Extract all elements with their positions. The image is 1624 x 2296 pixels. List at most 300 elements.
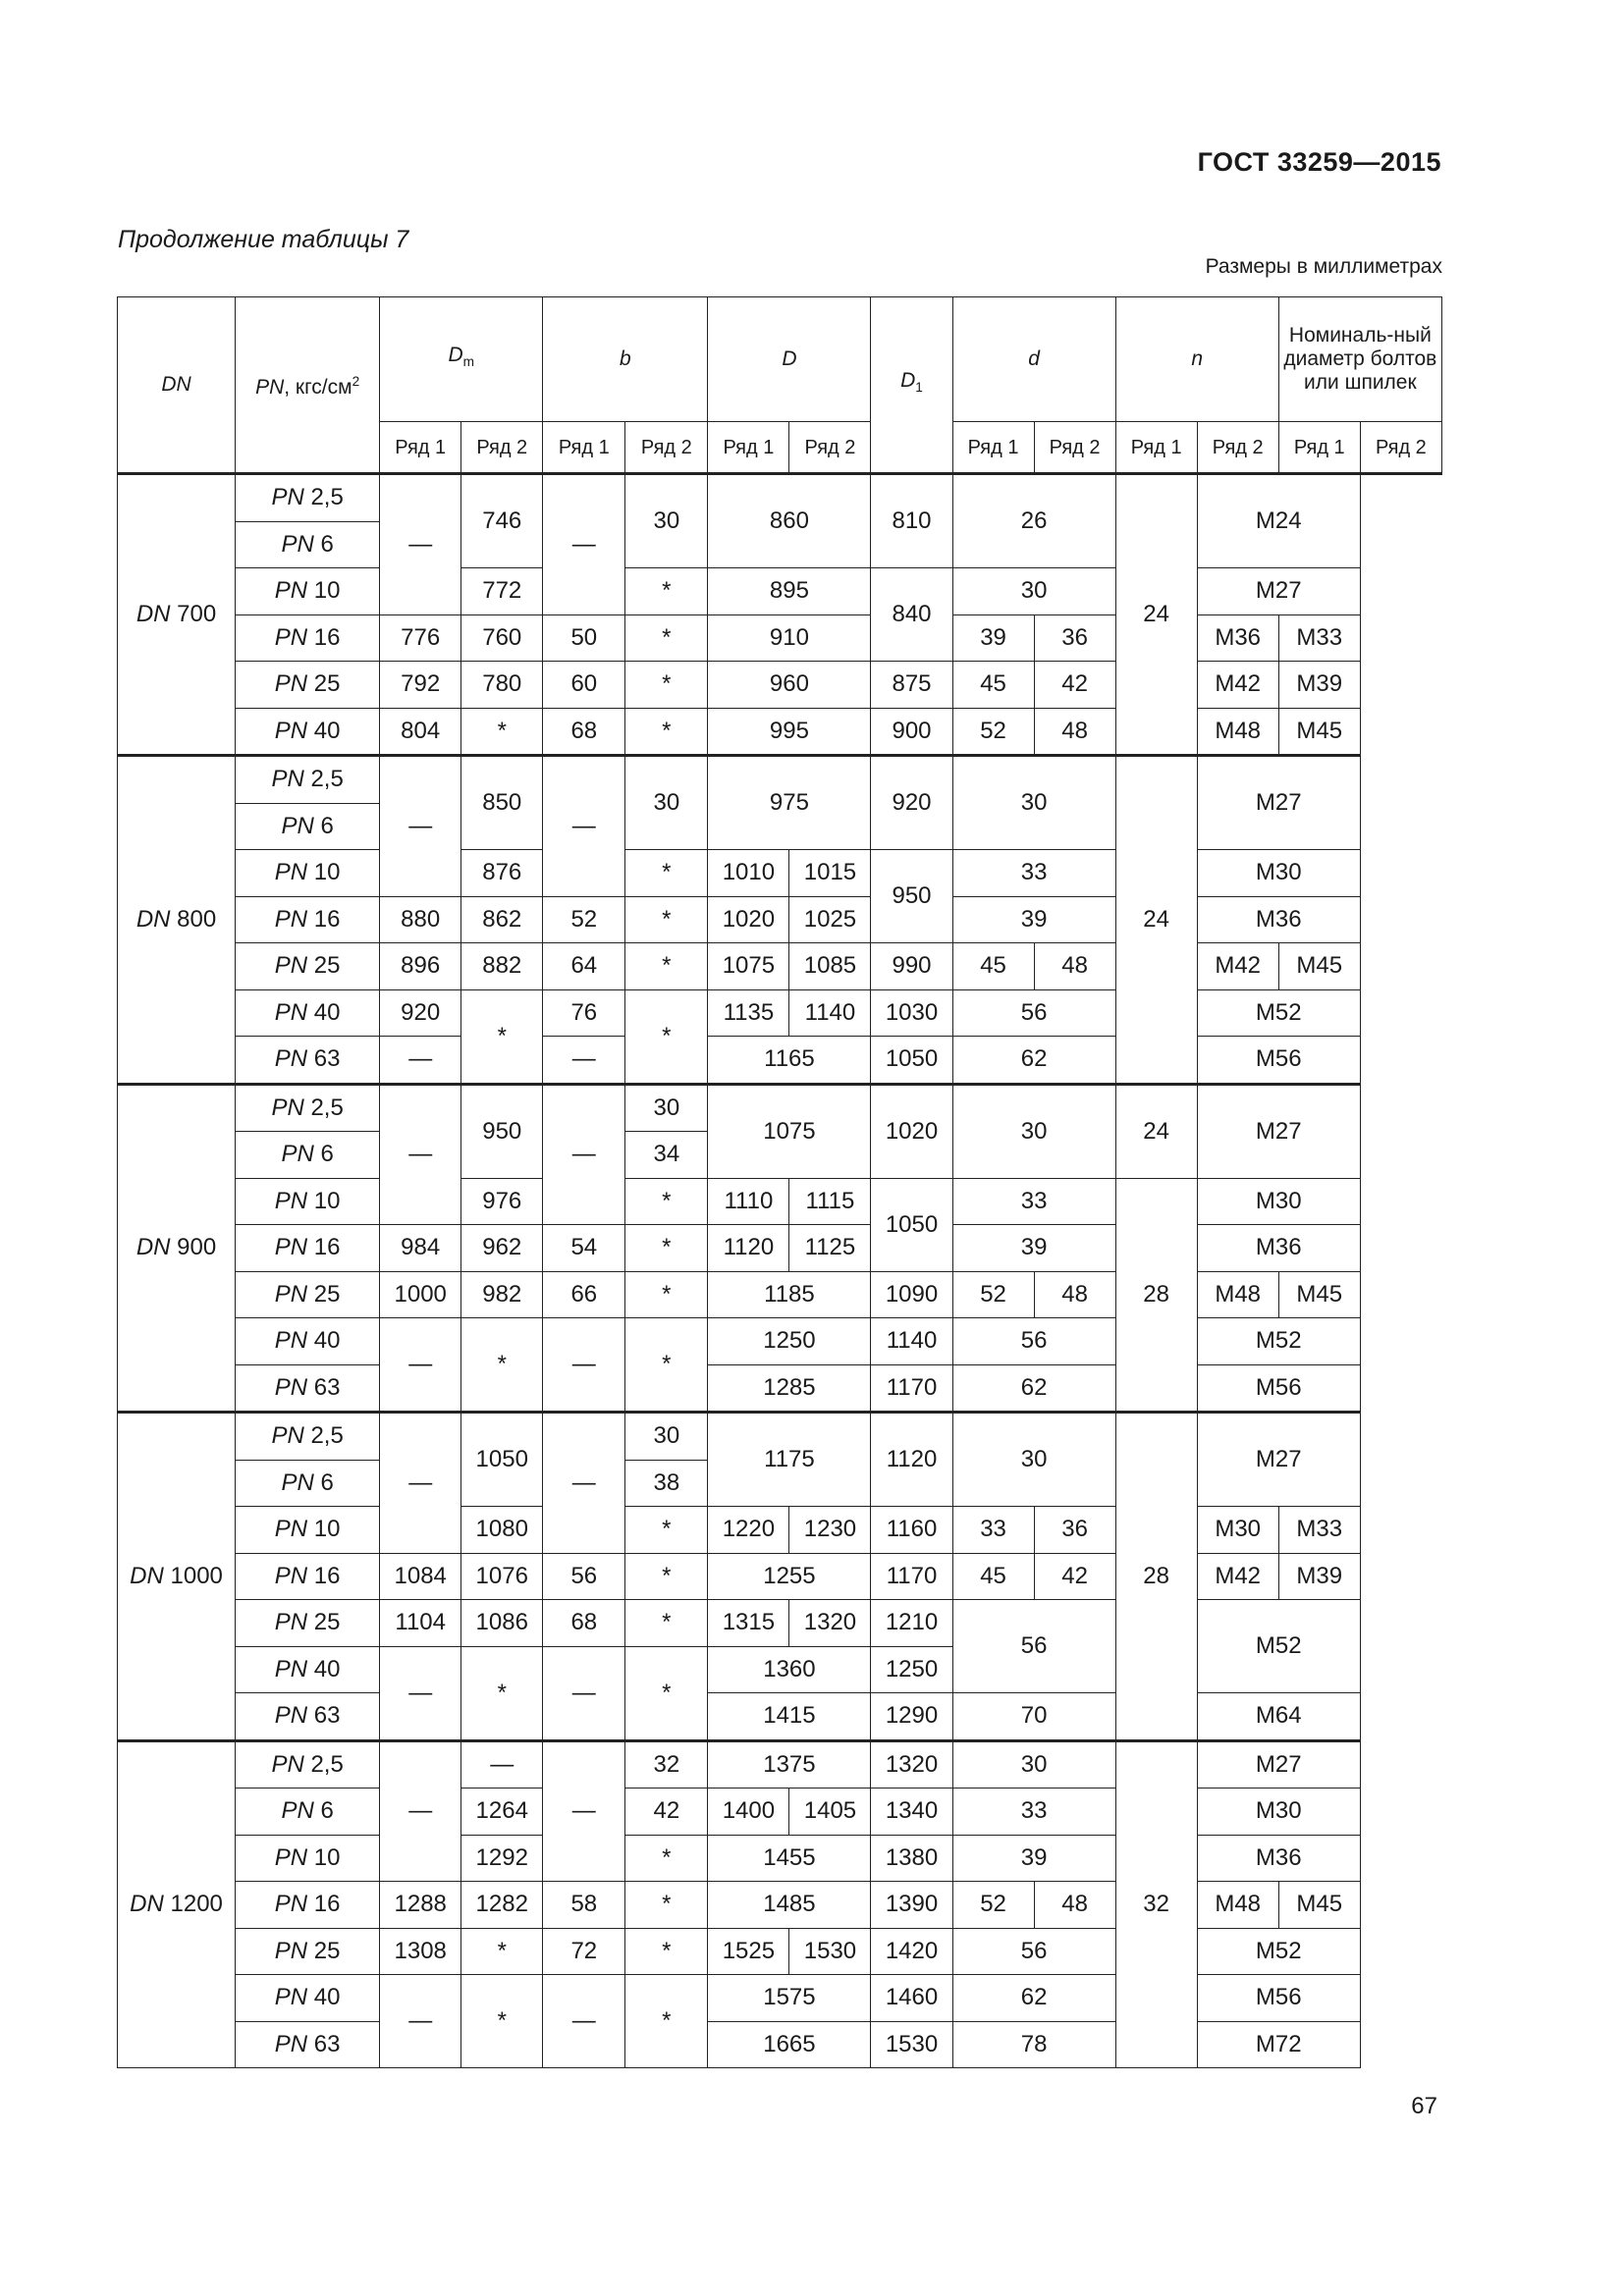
value-cell: * [625,1646,708,1740]
value-cell: 1285 [708,1364,871,1413]
value-cell: 1255 [708,1553,871,1600]
table-row [118,850,1442,897]
symbol-prefix: PN [271,1094,304,1121]
value-cell: * [625,943,708,990]
value-cell: M48 [1197,1882,1278,1929]
header-row1: Ряд 1 [1278,422,1360,474]
header-pn [236,297,380,474]
value-cell: 1530 [789,1928,871,1975]
symbol-prefix: PN [274,1891,308,1918]
value-cell: 776 [380,614,461,662]
value-cell: 1050 [871,1037,952,1085]
value-cell: 1264 [461,1789,543,1836]
value-cell: 1104 [380,1600,461,1647]
value-cell: M30 [1197,1507,1278,1554]
value-cell: 746 [461,474,543,568]
value-cell: 28 [1115,1413,1197,1741]
value-cell: 28 [1115,1178,1197,1413]
value-cell: 950 [461,1084,543,1178]
value-cell: 1485 [708,1882,871,1929]
header-pn-symbol: PN [255,376,285,399]
value-cell: 48 [1034,1271,1115,1318]
table-row [118,614,1442,662]
value-cell: 50 [543,614,625,662]
value-cell: 48 [1034,943,1115,990]
value-cell: — [380,1037,461,1085]
pn-cell: PN 25 [236,943,380,990]
value-cell: M30 [1197,850,1360,897]
symbol-prefix: PN [281,812,314,839]
pn-cell: PN 10 [236,1507,380,1554]
value-cell: 882 [461,943,543,990]
value-cell: 1085 [789,943,871,990]
pn-cell: PN 6 [236,1132,380,1179]
value-cell: * [625,896,708,943]
table-row [118,943,1442,990]
value-cell: 862 [461,896,543,943]
value-cell: 62 [952,1037,1115,1085]
header-row2: Ряд 2 [1360,422,1441,474]
header-row1: Ряд 1 [380,422,461,474]
header-d-outer: D [708,297,871,422]
value-cell: — [380,756,461,897]
value-cell: 1292 [461,1835,543,1882]
value-cell: * [625,1975,708,2068]
value-cell: M42 [1197,662,1278,709]
value-cell: 1185 [708,1271,871,1318]
value-cell: M52 [1197,1600,1360,1693]
value-cell: 30 [952,1413,1115,1507]
value-cell: 1090 [871,1271,952,1318]
table-row [118,1084,1442,1132]
flange-dimensions-table [117,296,1442,2068]
value-cell: 24 [1115,756,1197,1085]
table-row [118,1740,1442,1789]
value-cell: M36 [1197,614,1278,662]
value-cell: — [543,1084,625,1225]
value-cell: 950 [871,850,952,943]
value-cell: 910 [708,614,871,662]
value-cell: 1375 [708,1740,871,1789]
pn-cell: PN 2,5 [236,474,380,522]
header-row1: Ряд 1 [543,422,625,474]
value-cell: M27 [1197,756,1360,850]
header-dm [380,297,543,422]
value-cell: 36 [1034,1507,1115,1554]
value-cell: 39 [952,614,1034,662]
pn-cell: PN 6 [236,521,380,568]
value-cell: 760 [461,614,543,662]
value-cell: 1020 [871,1084,952,1178]
symbol-prefix: PN [274,1609,308,1636]
table-row [118,1928,1442,1975]
value-cell: 52 [952,1271,1034,1318]
value-cell: 56 [952,1928,1115,1975]
value-cell: 30 [625,756,708,850]
value-cell: 1086 [461,1600,543,1647]
header-row1: Ряд 1 [952,422,1034,474]
pn-cell: PN 10 [236,1178,380,1225]
header-bolt-diameter: Номиналь-ный диаметр болтов или шпилек [1278,297,1441,422]
value-cell: 1400 [708,1789,789,1836]
value-cell: 1165 [708,1037,871,1085]
pn-cell: PN 6 [236,1789,380,1836]
value-cell: 56 [952,1318,1115,1365]
value-cell: M36 [1197,896,1360,943]
value-cell: 70 [952,1693,1115,1741]
header-n: n [1115,297,1278,422]
value-cell: 960 [708,662,871,709]
value-cell: 900 [871,708,952,756]
value-cell: M45 [1278,1882,1360,1929]
value-cell: 45 [952,1553,1034,1600]
value-cell: 39 [952,1225,1115,1272]
value-cell: 875 [871,662,952,709]
pn-cell: PN 40 [236,708,380,756]
pn-cell: PN 16 [236,614,380,662]
value-cell: 920 [871,756,952,850]
value-cell: M27 [1197,1413,1360,1507]
pn-cell: PN 16 [236,1225,380,1272]
value-cell: — [380,1975,461,2068]
value-cell: 32 [1115,1740,1197,2068]
value-cell: 1170 [871,1553,952,1600]
value-cell: 896 [380,943,461,990]
value-cell: * [625,1507,708,1554]
value-cell: 990 [871,943,952,990]
table-row [118,1318,1442,1365]
pn-cell: PN 2,5 [236,1740,380,1789]
value-cell: — [543,1646,625,1740]
symbol-prefix: PN [274,623,308,651]
value-cell: 30 [625,1084,708,1132]
value-cell: M56 [1197,1975,1360,2022]
value-cell: 24 [1115,1084,1197,1178]
value-cell: 36 [1034,614,1115,662]
symbol-prefix: DN [135,1234,171,1261]
dn-cell: DN 900 [118,1084,236,1413]
symbol-prefix: PN [271,1422,304,1450]
value-cell: 982 [461,1271,543,1318]
value-cell: M27 [1197,568,1360,615]
value-cell: 30 [952,1084,1115,1178]
value-cell: M39 [1278,1553,1360,1600]
value-cell: 42 [1034,1553,1115,1600]
value-cell: M56 [1197,1037,1360,1085]
value-cell: 1115 [789,1178,871,1225]
value-cell: 30 [952,1740,1115,1789]
value-cell: M30 [1197,1178,1360,1225]
value-cell: M42 [1197,1553,1278,1600]
value-cell: — [380,1740,461,1882]
table-row [118,708,1442,756]
symbol-prefix: PN [274,1984,308,2011]
pn-cell: PN 10 [236,850,380,897]
table-caption: Продолжение таблицы 7 [118,226,409,253]
value-cell: 772 [461,568,543,615]
value-cell: M48 [1197,708,1278,756]
value-cell: 1076 [461,1553,543,1600]
dn-cell: DN 1000 [118,1413,236,1741]
value-cell: M52 [1197,1928,1360,1975]
header-b: b [543,297,708,422]
value-cell: * [461,1318,543,1413]
symbol-prefix: DN [135,905,171,933]
value-cell: — [380,474,461,615]
value-cell: 72 [543,1928,625,1975]
header-row2: Ряд 2 [789,422,871,474]
table-row [118,1178,1442,1225]
value-cell: 1170 [871,1364,952,1413]
symbol-prefix: DN [135,601,171,627]
value-cell: 1530 [871,2021,952,2068]
table-row [118,1553,1442,1600]
value-cell: 1288 [380,1882,461,1929]
value-cell: 1575 [708,1975,871,2022]
table-row [118,1037,1442,1085]
dn-cell: DN 800 [118,756,236,1085]
value-cell: * [625,708,708,756]
value-cell: 60 [543,662,625,709]
header-row1: Ряд 1 [708,422,789,474]
value-cell: M36 [1197,1835,1360,1882]
pn-cell: PN 40 [236,989,380,1037]
pn-cell: PN 16 [236,1882,380,1929]
value-cell: — [543,1740,625,1882]
header-pn-unit: , кгс/см [284,376,352,399]
table-body [118,474,1442,2068]
symbol-prefix: PN [274,2030,308,2057]
table-row [118,1271,1442,1318]
value-cell: 1230 [789,1507,871,1554]
value-cell: 1455 [708,1835,871,1882]
pn-cell: PN 25 [236,662,380,709]
value-cell: 1290 [871,1693,952,1741]
value-cell: M52 [1197,1318,1360,1365]
value-cell: 1460 [871,1975,952,2022]
pn-cell: PN 40 [236,1975,380,2022]
value-cell: 840 [871,568,952,662]
value-cell: 792 [380,662,461,709]
pn-cell: PN 40 [236,1646,380,1693]
table-row [118,662,1442,709]
symbol-prefix: PN [274,1373,308,1401]
value-cell: 1415 [708,1693,871,1741]
symbol-prefix: PN [274,1280,308,1308]
value-cell: M36 [1197,1225,1360,1272]
value-cell: 78 [952,2021,1115,2068]
table-row [118,1975,1442,2022]
value-cell: 1075 [708,1084,871,1178]
value-cell: 1340 [871,1789,952,1836]
value-cell: 30 [952,756,1115,850]
pn-cell: PN 40 [236,1318,380,1365]
value-cell: 56 [952,1600,1115,1693]
pn-cell: PN 6 [236,803,380,850]
value-cell: * [461,708,543,756]
header-pn-unit-sup: 2 [352,374,360,389]
value-cell: — [543,756,625,897]
table-row [118,2021,1442,2068]
value-cell: 42 [1034,662,1115,709]
value-cell: * [461,1928,543,1975]
value-cell: — [543,474,625,615]
value-cell: 1405 [789,1789,871,1836]
value-cell: M24 [1197,474,1360,568]
value-cell: 1050 [871,1178,952,1271]
value-cell: 34 [625,1132,708,1179]
header-d-hole: d [952,297,1115,422]
table-row [118,1693,1442,1741]
value-cell: 1380 [871,1835,952,1882]
value-cell: 1282 [461,1882,543,1929]
value-cell: — [543,1975,625,2068]
pn-cell: PN 25 [236,1271,380,1318]
value-cell: M33 [1278,614,1360,662]
value-cell: 1525 [708,1928,789,1975]
value-cell: 48 [1034,1882,1115,1929]
value-cell: * [625,1178,708,1225]
symbol-prefix: PN [274,998,308,1026]
value-cell: 33 [952,1789,1115,1836]
value-cell: 984 [380,1225,461,1272]
header-row2: Ряд 2 [1034,422,1115,474]
value-cell: 1160 [871,1507,952,1554]
table-row [118,1600,1442,1647]
symbol-prefix: PN [281,1468,314,1496]
header-dn: DN [118,297,236,474]
pn-cell: PN 2,5 [236,756,380,804]
value-cell: 1250 [871,1646,952,1693]
value-cell: 1140 [871,1318,952,1365]
table-row [118,989,1442,1037]
value-cell: 45 [952,943,1034,990]
pn-cell: PN 63 [236,1693,380,1741]
symbol-prefix: PN [274,670,308,698]
symbol-prefix: PN [274,952,308,980]
value-cell: M72 [1197,2021,1360,2068]
value-cell: 1025 [789,896,871,943]
value-cell: M52 [1197,989,1360,1037]
value-cell: 1320 [789,1600,871,1647]
value-cell: 56 [543,1553,625,1600]
value-cell: * [625,1928,708,1975]
value-cell: M45 [1278,943,1360,990]
value-cell: 33 [952,850,1115,897]
value-cell: 62 [952,1975,1115,2022]
value-cell: 876 [461,850,543,897]
symbol-prefix: PN [274,859,308,886]
value-cell: 1000 [380,1271,461,1318]
value-cell: * [625,1225,708,1272]
value-cell: 54 [543,1225,625,1272]
value-cell: 62 [952,1364,1115,1413]
symbol-prefix: PN [271,766,304,793]
table-row [118,1882,1442,1929]
header-d1-sub: 1 [915,380,923,396]
value-cell: 804 [380,708,461,756]
value-cell: M27 [1197,1740,1360,1789]
pn-cell: PN 16 [236,1553,380,1600]
value-cell: — [543,1037,625,1085]
symbol-prefix: PN [274,1562,308,1589]
value-cell: 1110 [708,1178,789,1225]
symbol-prefix: DN [130,1891,164,1918]
symbol-prefix: PN [281,1797,314,1825]
value-cell: * [625,614,708,662]
table-row [118,1835,1442,1882]
symbol-prefix: DN [130,1562,164,1589]
value-cell: 68 [543,708,625,756]
pn-cell: PN 63 [236,1364,380,1413]
header-row1: Ряд 1 [1115,422,1197,474]
value-cell: — [543,1318,625,1413]
value-cell: 895 [708,568,871,615]
value-cell: 1210 [871,1600,952,1647]
value-cell: 995 [708,708,871,756]
value-cell: M30 [1197,1789,1360,1836]
header-d1 [871,297,952,474]
value-cell: 920 [380,989,461,1037]
value-cell: * [461,1975,543,2068]
value-cell: 1120 [871,1413,952,1507]
value-cell: — [380,1084,461,1225]
header-d1-symbol: D [900,369,916,393]
value-cell: 850 [461,756,543,850]
value-cell: M39 [1278,662,1360,709]
value-cell: 52 [952,708,1034,756]
value-cell: — [543,1413,625,1554]
value-cell: * [625,1882,708,1929]
table-row [118,568,1442,615]
value-cell: 780 [461,662,543,709]
value-cell: 39 [952,1835,1115,1882]
value-cell: 66 [543,1271,625,1318]
value-cell: 860 [708,474,871,568]
value-cell: 1308 [380,1928,461,1975]
value-cell: * [625,568,708,615]
value-cell: 42 [625,1789,708,1836]
value-cell: M45 [1278,1271,1360,1318]
value-cell: 39 [952,896,1115,943]
symbol-prefix: PN [274,1516,308,1543]
value-cell: M56 [1197,1364,1360,1413]
value-cell: 38 [625,1460,708,1507]
table-row [118,1789,1442,1836]
value-cell: * [625,850,708,897]
value-cell: — [380,1413,461,1554]
value-cell: 68 [543,1600,625,1647]
value-cell: 1030 [871,989,952,1037]
value-cell: 1080 [461,1507,543,1554]
value-cell: * [461,1646,543,1740]
value-cell: M33 [1278,1507,1360,1554]
pn-cell: PN 2,5 [236,1413,380,1461]
value-cell: M48 [1197,1271,1278,1318]
symbol-prefix: PN [274,905,308,933]
value-cell: 1125 [789,1225,871,1272]
value-cell: * [625,989,708,1084]
value-cell: 1135 [708,989,789,1037]
symbol-prefix: PN [274,1702,308,1730]
symbol-prefix: PN [274,1843,308,1871]
symbol-prefix: PN [271,484,304,511]
value-cell: 962 [461,1225,543,1272]
value-cell: 76 [543,989,625,1037]
value-cell: 52 [543,896,625,943]
symbol-prefix: PN [274,717,308,744]
value-cell: 58 [543,1882,625,1929]
